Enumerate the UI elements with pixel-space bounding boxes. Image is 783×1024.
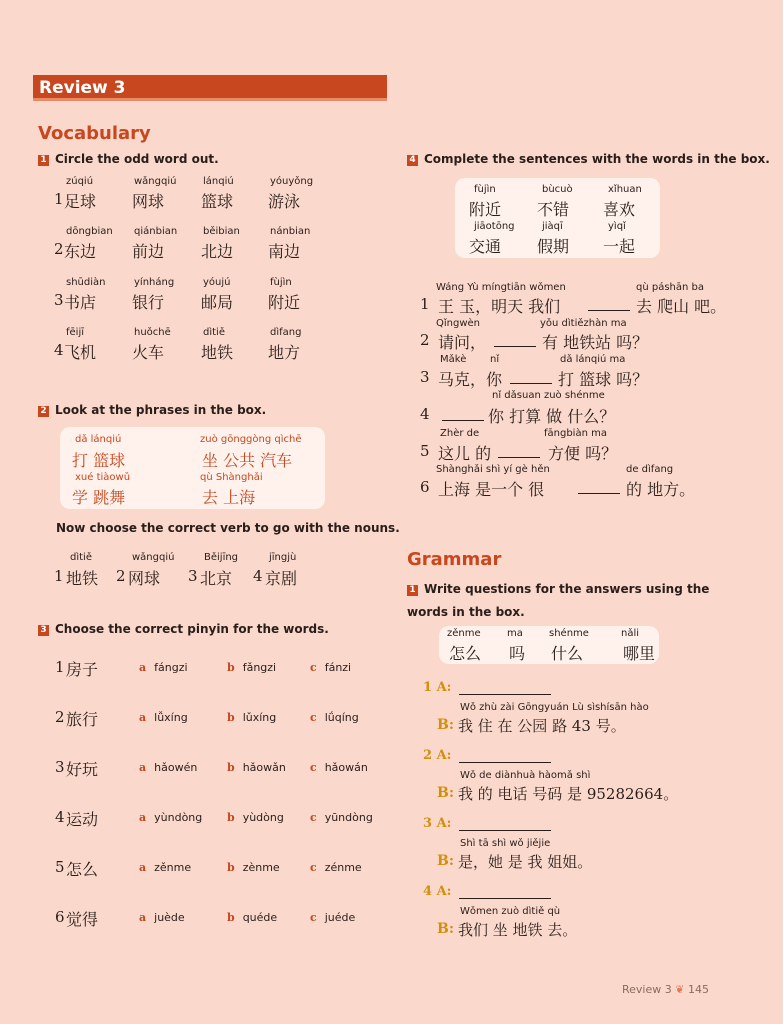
pinyin-option-a[interactable] xyxy=(139,861,191,874)
option-text: hǎowén xyxy=(154,761,198,774)
answer-pinyin: Wǒ zhù zài Gōngyuán Lù sìshísān hào xyxy=(460,702,649,713)
item-noun: 网球 xyxy=(128,569,161,588)
box-word-pinyin: yìqǐ xyxy=(608,221,626,232)
sentence-pinyin: fāngbiàn ma xyxy=(544,428,607,439)
pinyin-option-b[interactable] xyxy=(227,711,276,724)
answer-label: B: xyxy=(437,785,455,801)
page-footer xyxy=(622,983,709,996)
pinyin-option-b[interactable] xyxy=(227,811,284,824)
row-number: 4 xyxy=(54,341,64,359)
sentence-pinyin: qù páshān ba xyxy=(636,282,705,293)
phrase-pinyin: zuò gōnggòng qìchē xyxy=(200,434,302,445)
phrase: 坐 公共 汽车 xyxy=(202,451,293,470)
option-text: hǎowǎn xyxy=(242,761,286,774)
row-number: 1 xyxy=(55,658,65,676)
item-pinyin: dìtiě xyxy=(70,552,92,563)
word-pinyin: fēijī xyxy=(66,327,85,338)
sentence-number: 4 xyxy=(420,405,430,423)
answer-blank[interactable] xyxy=(588,298,630,311)
item-noun: 京剧 xyxy=(265,569,298,588)
sentence-pinyin: dǎ lánqiú ma xyxy=(560,354,626,365)
item-pinyin: wǎngqiú xyxy=(132,552,175,563)
word-pinyin: yóuyǒng xyxy=(270,176,314,187)
option-text: lǚxíng xyxy=(154,711,188,724)
ex1-number: 1 xyxy=(38,155,49,166)
option-letter: c xyxy=(310,861,317,874)
word-option[interactable]: 银行 xyxy=(132,293,165,312)
word-pinyin: zúqiú xyxy=(66,176,94,187)
option-text: lǔxíng xyxy=(242,711,277,724)
row-number: 5 xyxy=(55,858,65,876)
question-label: 2 A: xyxy=(423,748,452,763)
answer-pinyin: Wǒ de diànhuà hàomǎ shì xyxy=(460,770,591,781)
sentence-pinyin: Qǐngwèn xyxy=(436,318,481,329)
word: 怎么 xyxy=(66,860,99,879)
ex4-number: 4 xyxy=(407,155,418,166)
pinyin-option-c[interactable] xyxy=(310,711,359,724)
answer-pinyin: Shì tā shì wǒ jiějie xyxy=(460,838,551,849)
question-blank[interactable] xyxy=(459,682,551,695)
sentence-pinyin: nǐ xyxy=(490,354,500,365)
question-blank[interactable] xyxy=(459,750,551,763)
sentence-number: 6 xyxy=(420,478,430,496)
box-word: 什么 xyxy=(551,644,584,663)
word: 旅行 xyxy=(66,710,99,729)
option-text: quéde xyxy=(242,911,278,924)
box-word-pinyin: jiāotōng xyxy=(474,221,515,232)
sentence-number: 5 xyxy=(420,442,430,460)
option-text: yùndòng xyxy=(154,811,203,824)
option-letter: b xyxy=(227,911,235,924)
answer-blank[interactable] xyxy=(498,445,540,458)
word: 运动 xyxy=(66,810,99,829)
option-letter: b xyxy=(227,811,235,824)
sentence-pinyin: Wáng Yù míngtiān wǒmen xyxy=(436,282,566,293)
pinyin-option-b[interactable] xyxy=(227,761,286,774)
answer-text: 是，她 是 我 姐姐。 xyxy=(458,853,593,871)
ex2-instruction2: Now choose the correct verb to go with the nouns. xyxy=(56,521,400,535)
option-letter: a xyxy=(139,761,147,774)
answer-label: B: xyxy=(437,921,455,937)
grammar-instruction: 1 Write questions for the answers using the words in the box. xyxy=(407,582,710,619)
option-letter: a xyxy=(139,861,147,874)
word-pinyin: yínháng xyxy=(134,277,175,288)
box-word-pinyin: xǐhuan xyxy=(608,184,642,195)
box-word: 假期 xyxy=(537,237,570,256)
pinyin-option-c[interactable] xyxy=(310,811,373,824)
grammar-heading: Grammar xyxy=(407,549,502,570)
word-pinyin: yóujú xyxy=(203,277,231,288)
answer-text: 我 的 电话 号码 是 95282664。 xyxy=(458,785,679,803)
box-word: 喜欢 xyxy=(603,200,636,219)
option-letter: b xyxy=(227,661,235,674)
box-word-pinyin: nǎli xyxy=(621,628,640,639)
option-letter: a xyxy=(139,911,147,924)
word-pinyin: dōngbian xyxy=(66,226,113,237)
word: 房子 xyxy=(66,660,99,679)
box-word-pinyin: fùjìn xyxy=(474,184,496,195)
item-number: 3 xyxy=(188,567,198,585)
option-text: zènme xyxy=(242,861,280,874)
question-label: 3 A: xyxy=(423,816,452,831)
phrase: 学 跳舞 xyxy=(72,488,126,507)
pinyin-option-b[interactable] xyxy=(227,861,280,874)
option-letter: c xyxy=(310,811,317,824)
word-pinyin: běibian xyxy=(203,226,240,237)
row-number: 2 xyxy=(55,708,65,726)
answer-label: B: xyxy=(437,717,455,733)
row-number: 3 xyxy=(55,758,65,776)
option-text: zénme xyxy=(324,861,362,874)
footer-leaf-icon: ❦ xyxy=(675,983,685,996)
word-pinyin: fùjìn xyxy=(270,277,292,288)
sentence-text: 王 玉，明天 我们 xyxy=(438,297,561,316)
box-word: 一起 xyxy=(603,237,636,256)
answer-blank[interactable] xyxy=(494,334,536,347)
word: 觉得 xyxy=(66,910,99,929)
option-text: fángzi xyxy=(154,661,188,674)
phrase-pinyin: xué tiàowǔ xyxy=(75,472,131,483)
pinyin-option-b[interactable] xyxy=(227,661,276,674)
pinyin-option-c[interactable] xyxy=(310,761,368,774)
review-banner: Review 3 xyxy=(33,75,387,101)
sentence-text: 这儿 的 xyxy=(438,444,492,463)
option-letter: b xyxy=(227,711,235,724)
phrase: 去 上海 xyxy=(202,488,256,507)
option-letter: c xyxy=(310,711,317,724)
word-pinyin: huǒchē xyxy=(134,327,171,338)
pinyin-option-c[interactable] xyxy=(310,861,362,874)
question-blank[interactable] xyxy=(459,818,551,831)
sentence-pinyin: nǐ dǎsuan zuò shénme xyxy=(492,390,605,401)
ex4-sentences xyxy=(420,282,760,507)
box-word: 交通 xyxy=(469,237,502,256)
sentence-number: 1 xyxy=(420,295,430,313)
sentence-text: 打 篮球 吗？ xyxy=(558,370,649,389)
item-pinyin: jīngjù xyxy=(269,552,297,563)
phrase-pinyin: dǎ lánqiú xyxy=(75,434,122,445)
answer-blank[interactable] xyxy=(578,481,620,494)
sentence-text: 的 地方。 xyxy=(626,480,696,499)
word: 好玩 xyxy=(66,760,99,779)
word-option[interactable]: 前边 xyxy=(132,242,165,261)
item-noun: 地铁 xyxy=(66,569,99,588)
pinyin-option-a[interactable] xyxy=(139,911,185,924)
word-pinyin: wǎngqiú xyxy=(134,176,177,187)
grammar-ex-number: 1 xyxy=(407,585,418,596)
ex3-number: 3 xyxy=(38,625,49,636)
pinyin-option-a[interactable] xyxy=(139,661,188,674)
box-word: 不错 xyxy=(537,200,570,219)
item-number: 2 xyxy=(116,567,126,585)
question-label: 4 A: xyxy=(423,884,452,899)
word-pinyin: shūdiàn xyxy=(66,277,106,288)
pinyin-option-a[interactable] xyxy=(139,761,197,774)
answer-label: B: xyxy=(437,853,455,869)
row-number: 1 xyxy=(54,190,64,208)
row-number: 3 xyxy=(54,291,64,309)
ex2-number: 2 xyxy=(38,406,49,417)
row-number: 2 xyxy=(54,240,64,258)
box-word-pinyin: bùcuò xyxy=(542,184,573,195)
vocabulary-heading: Vocabulary xyxy=(38,123,151,144)
box-word-pinyin: zěnme xyxy=(447,628,481,639)
word-pinyin: qiánbian xyxy=(134,226,178,237)
option-text: zěnme xyxy=(154,861,192,874)
sentence-text: 请问， xyxy=(438,333,487,352)
pinyin-option-c[interactable] xyxy=(310,661,351,674)
word-pinyin: lánqiú xyxy=(203,176,234,187)
sentence-text: 上海 是一个 很 xyxy=(438,480,545,499)
sentence-text: 去 爬山 吧。 xyxy=(636,297,727,316)
phrase-pinyin: qù Shànghǎi xyxy=(200,472,263,483)
box-word: 附近 xyxy=(469,200,502,219)
word-option[interactable]: 篮球 xyxy=(201,192,234,211)
footer-section: Review 3 xyxy=(622,983,672,996)
box-word: 怎么 xyxy=(449,644,482,663)
word-option[interactable]: 地方 xyxy=(268,343,301,362)
sentence-pinyin: Mǎkè xyxy=(440,354,467,365)
option-text: yūndòng xyxy=(324,811,373,824)
word-option[interactable]: 网球 xyxy=(132,192,165,211)
box-word: 吗 xyxy=(509,644,526,663)
answer-text: 我们 坐 地铁 去。 xyxy=(458,921,578,939)
answer-pinyin: Wǒmen zuò dìtiě qù xyxy=(460,906,561,917)
sentence-number: 3 xyxy=(420,368,430,386)
option-letter: c xyxy=(310,761,317,774)
ex3-instruction: 3 Choose the correct pinyin for the words. xyxy=(38,622,329,636)
ex2-phrase-box xyxy=(60,427,325,509)
word-option[interactable]: 北边 xyxy=(201,242,234,261)
ex2-instruction: 2 Look at the phrases in the box. xyxy=(38,403,266,417)
option-letter: a xyxy=(139,811,147,824)
sentence-number: 2 xyxy=(420,331,430,349)
ex4-word-box xyxy=(455,178,660,258)
option-letter: c xyxy=(310,661,317,674)
word-option[interactable]: 飞机 xyxy=(64,343,97,362)
option-letter: b xyxy=(227,861,235,874)
sentence-pinyin: Shànghǎi shì yí gè hěn xyxy=(436,464,550,475)
grammar-word-box xyxy=(439,626,659,664)
pinyin-option-a[interactable] xyxy=(139,711,188,724)
word-pinyin: nánbian xyxy=(270,226,311,237)
row-number: 6 xyxy=(55,908,65,926)
item-noun: 北京 xyxy=(200,569,233,588)
sentence-pinyin: yǒu dìtiězhàn ma xyxy=(540,318,627,329)
option-text: lǘqíng xyxy=(324,711,359,724)
box-word: 哪里 xyxy=(623,644,656,663)
page-number: 145 xyxy=(687,983,709,996)
word-option[interactable]: 地铁 xyxy=(201,343,234,362)
option-letter: a xyxy=(139,661,147,674)
sentence-text: 马克，你 xyxy=(438,370,503,389)
question-label: 1 A: xyxy=(423,680,452,695)
ex1-instruction: 1 Circle the odd word out. xyxy=(38,152,219,166)
sentence-pinyin: Zhèr de xyxy=(440,428,480,439)
pinyin-option-c[interactable] xyxy=(310,911,355,924)
option-text: juède xyxy=(154,911,185,924)
sentence-text: 你 打算 做 什么？ xyxy=(488,407,616,426)
sentence-text: 有 地铁站 吗？ xyxy=(542,333,649,352)
box-word-pinyin: ma xyxy=(507,628,523,639)
answer-text: 我 住 在 公园 路 43 号。 xyxy=(458,717,626,735)
pinyin-option-a[interactable] xyxy=(139,811,202,824)
word-option[interactable]: 南边 xyxy=(268,242,301,261)
word-option[interactable]: 东边 xyxy=(64,242,97,261)
answer-blank[interactable] xyxy=(510,371,552,384)
word-pinyin: dìfang xyxy=(270,327,302,338)
sentence-text: 方便 吗？ xyxy=(548,444,618,463)
word-option[interactable]: 附近 xyxy=(268,293,301,312)
question-blank[interactable] xyxy=(459,886,551,899)
option-text: hǎowán xyxy=(324,761,368,774)
option-text: fánzi xyxy=(324,661,352,674)
answer-blank[interactable] xyxy=(442,408,484,421)
option-letter: c xyxy=(310,911,317,924)
option-text: fǎngzi xyxy=(242,661,277,674)
word-option[interactable]: 邮局 xyxy=(201,293,234,312)
word-option[interactable]: 游泳 xyxy=(268,192,301,211)
phrase: 打 篮球 xyxy=(72,451,126,470)
item-pinyin: Běijīng xyxy=(204,552,239,563)
ex4-instruction: 4 Complete the sentences with the words in the box. xyxy=(407,152,770,166)
word-option[interactable]: 足球 xyxy=(64,192,97,211)
box-word-pinyin: shénme xyxy=(549,628,589,639)
option-letter: b xyxy=(227,761,235,774)
option-letter: a xyxy=(139,711,147,724)
item-number: 1 xyxy=(54,567,64,585)
option-text: juéde xyxy=(324,911,356,924)
row-number: 4 xyxy=(55,808,65,826)
word-option[interactable]: 火车 xyxy=(132,343,165,362)
item-number: 4 xyxy=(253,567,263,585)
word-option[interactable]: 书店 xyxy=(64,293,97,312)
sentence-pinyin: de dìfang xyxy=(626,464,674,475)
option-text: yùdòng xyxy=(242,811,284,824)
box-word-pinyin: jiàqī xyxy=(542,221,563,232)
word-pinyin: dìtiě xyxy=(203,327,225,338)
pinyin-option-b[interactable] xyxy=(227,911,277,924)
